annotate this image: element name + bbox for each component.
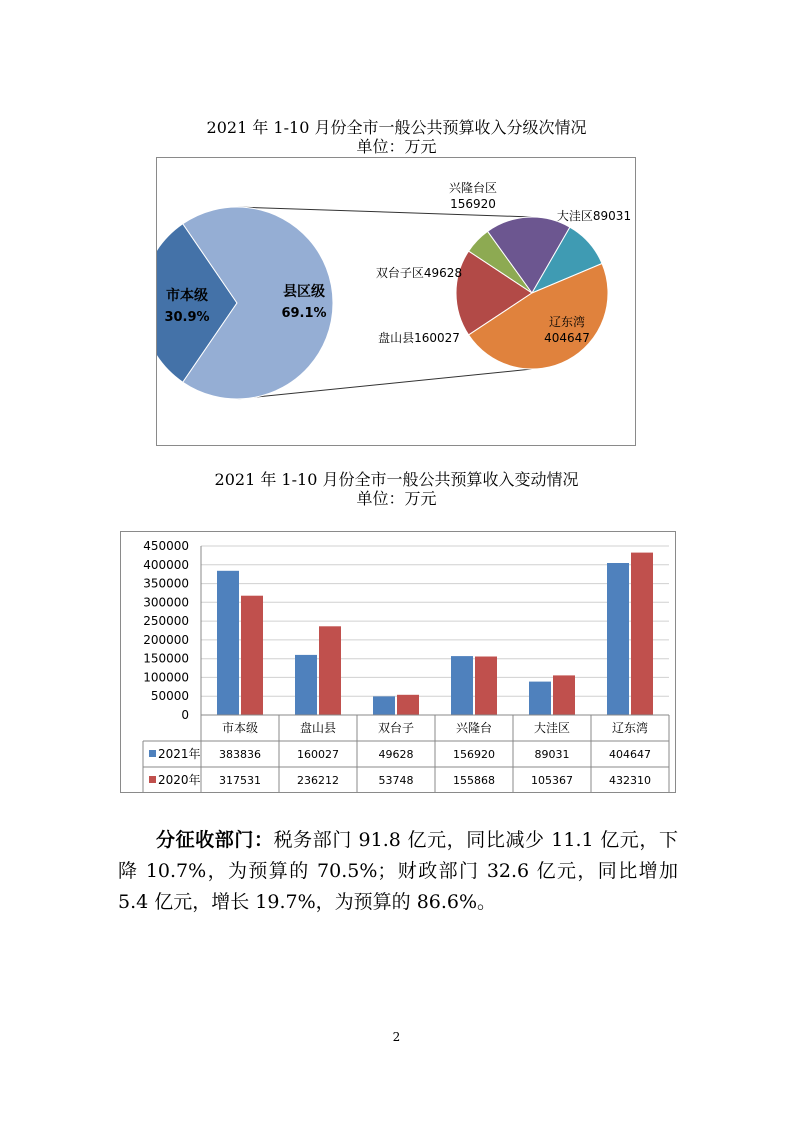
pie-chart-unit: 单位：万元	[356, 137, 437, 156]
bar-1-2	[397, 695, 419, 715]
main-pie-pct-1: 69.1%	[281, 306, 327, 321]
y-tick-label: 50000	[150, 689, 189, 704]
main-pie-pct-0: 30.9%	[164, 310, 210, 325]
x-tick-label: 辽东湾	[611, 721, 649, 735]
table-value: 432310	[609, 774, 651, 787]
paragraph-heading: 分征收部门：	[156, 829, 274, 851]
sub-pie-label-4: 辽东湾	[548, 315, 586, 329]
legend-swatch-1	[149, 776, 156, 783]
table-value: 160027	[297, 748, 339, 761]
table-value: 383836	[219, 748, 261, 761]
table-value: 404647	[609, 748, 651, 761]
x-tick-label: 市本级	[221, 721, 259, 735]
table-value: 53748	[378, 774, 414, 787]
legend-label-1: 2020年	[158, 773, 201, 787]
bar-chart-unit: 单位：万元	[356, 489, 437, 508]
y-tick-label: 450000	[143, 539, 189, 553]
bar-0-0	[217, 571, 239, 715]
bar-0-4	[529, 682, 551, 715]
bar-chart	[121, 532, 675, 792]
sub-pie-label-2-value: 156920	[450, 197, 496, 211]
bar-1-4	[553, 675, 575, 715]
sub-pie-label-2: 兴隆台区	[448, 181, 498, 195]
y-tick-label: 100000	[143, 670, 189, 685]
table-value: 89031	[534, 748, 570, 761]
bar-1-3	[475, 657, 497, 716]
sub-pie-label-4-value: 404647	[544, 331, 590, 345]
x-tick-label: 双台子	[377, 721, 415, 735]
pie-chart-title: 2021 年 1-10 月份全市一般公共预算收入分级次情况	[206, 118, 587, 137]
table-value: 105367	[531, 774, 573, 787]
bar-chart-title: 2021 年 1-10 月份全市一般公共预算收入变动情况	[214, 470, 579, 489]
y-tick-label: 200000	[143, 632, 189, 647]
bar-1-5	[631, 553, 653, 715]
y-tick-label: 400000	[143, 557, 189, 572]
sub-pie-label-1: 双台子区49628	[375, 266, 463, 280]
table-value: 236212	[297, 774, 339, 787]
bar-0-1	[295, 655, 317, 715]
table-value: 317531	[219, 774, 261, 787]
x-tick-label: 大洼区	[533, 721, 571, 735]
y-tick-label: 0	[181, 708, 189, 722]
bar-0-5	[607, 563, 629, 715]
y-tick-label: 350000	[143, 576, 189, 591]
pie-chart-frame	[156, 157, 636, 446]
body-paragraph	[118, 825, 678, 918]
main-pie-label-0: 市本级	[166, 288, 208, 304]
sub-pie-label-0: 盘山县160027	[378, 331, 460, 345]
y-tick-label: 150000	[143, 651, 189, 666]
sub-pie-label-3: 大洼区89031	[556, 209, 632, 223]
bar-0-3	[451, 656, 473, 715]
legend-label-0: 2021年	[158, 747, 201, 761]
table-value: 156920	[453, 748, 495, 761]
x-tick-label: 盘山县	[299, 721, 337, 735]
bar-chart-frame	[120, 531, 676, 793]
y-tick-label: 300000	[143, 595, 189, 610]
paragraph-text: 税务部门 91.8 亿元，同比减少 11.1 亿元，下降 10.7%，为预算的 70.5%；财政部门 32.6 亿元，同比增加 5.4 亿元，增长 19.7%，为预算的 86.6%。	[118, 829, 678, 913]
bar-1-0	[241, 596, 263, 715]
x-tick-label: 兴隆台	[455, 721, 493, 735]
bar-0-2	[373, 696, 395, 715]
table-value: 49628	[378, 748, 414, 761]
pie-chart	[157, 158, 635, 445]
main-pie-label-1: 县区级	[283, 284, 325, 300]
legend-swatch-0	[149, 750, 156, 757]
page-number: 2	[392, 1030, 401, 1044]
bar-1-1	[319, 626, 341, 715]
y-tick-label: 250000	[143, 614, 189, 629]
table-value: 155868	[453, 774, 495, 787]
